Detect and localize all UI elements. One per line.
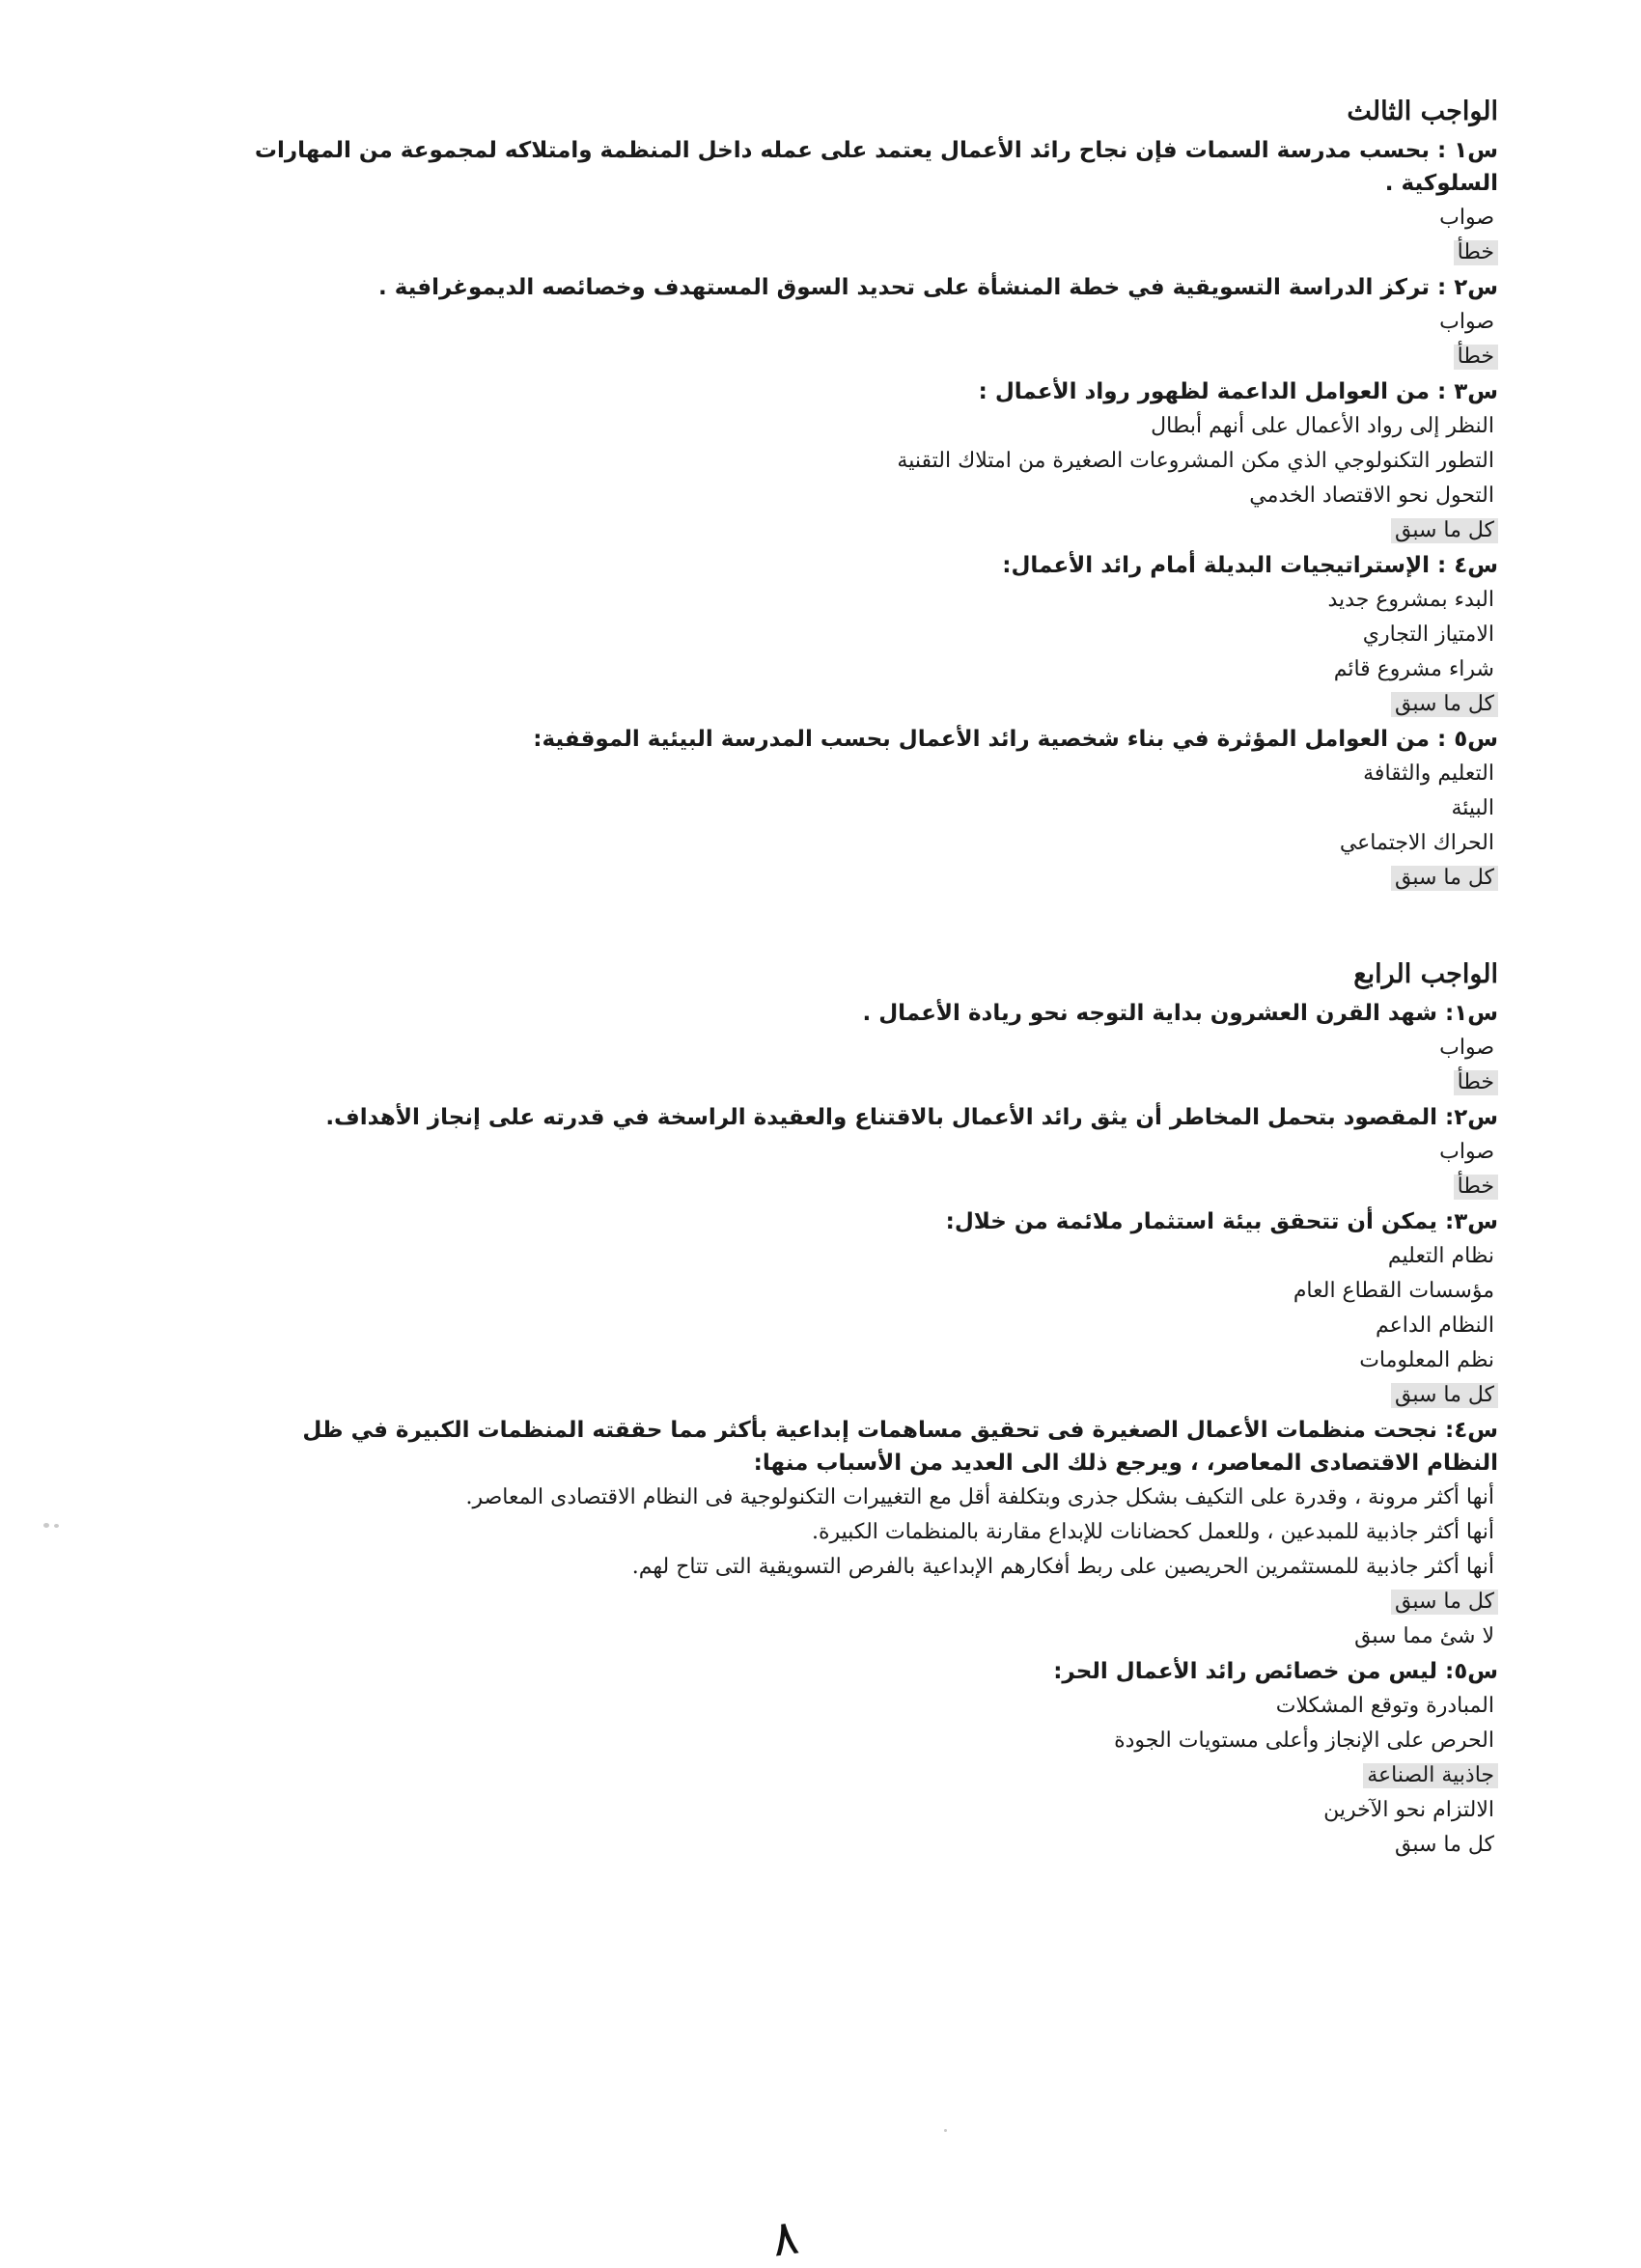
answer-option [224, 1032, 1498, 1065]
answer-option [224, 1829, 1498, 1862]
assignment-section [224, 954, 1498, 1862]
page-number: ٨ [768, 2208, 802, 2268]
answer-option [224, 1516, 1498, 1549]
answer-option [224, 1310, 1498, 1342]
correct-answer-option [224, 1066, 1498, 1099]
answer-option [224, 1136, 1498, 1169]
answer-option [224, 202, 1498, 235]
answer-option [224, 758, 1498, 790]
answer-option [224, 827, 1498, 860]
section-title: الواجب الرابع [1353, 959, 1498, 989]
correct-answer-option [224, 236, 1498, 269]
correct-answer-option [224, 1379, 1498, 1412]
scan-speck [54, 1524, 59, 1528]
answer-option [224, 1481, 1498, 1514]
question-text: س٤: نجحت منظمات الأعمال الصغيرة فى تحقيق مساهمات إبداعية بأكثر مما حققته المنظمات الكبيرة في ظل النظام الاقتصادى المعاصر، ، ويرجع ذلك الى العديد من الأسباب منها: [302, 1418, 1498, 1476]
answer-option-label: أنها أكثر جاذبية للمستثمرين الحريصين على ربط أفكارهم الإبداعية بالفرص التسويقية التى تتاح لهم. [631, 1555, 1494, 1579]
answer-option-label: البيئة [1451, 796, 1494, 820]
question-text: س١ : بحسب مدرسة السمات فإن نجاح رائد الأعمال يعتمد على عمله داخل المنظمة وامتلاكه لمجموعة من المهارات السلوكية . [254, 138, 1498, 196]
answer-option-label: الحراك الاجتماعي [1339, 831, 1494, 855]
section-title: الواجب الثالث [1347, 97, 1498, 126]
answer-option [224, 792, 1498, 825]
answer-option [224, 306, 1498, 339]
answer-option-label: الالتزام نحو الآخرين [1323, 1798, 1494, 1822]
answer-option [224, 1725, 1498, 1757]
answer-option-label: كل ما سبق [1391, 692, 1498, 717]
answer-options [224, 410, 1498, 547]
document-body [224, 92, 1498, 1862]
answer-options [224, 1136, 1498, 1203]
answer-options [224, 306, 1498, 373]
answer-option [224, 410, 1498, 443]
answer-option-label: أنها أكثر مرونة ، وقدرة على التكيف بشكل جذرى وبتكلفة أقل مع التغييرات التكنولوجية فى النظام الاقتصادى المعاصر. [465, 1485, 1494, 1509]
answer-option [224, 1794, 1498, 1827]
question-text: س٤ : الإستراتيجيات البديلة أمام رائد الأعمال: [1002, 553, 1498, 578]
answer-option-label: البدء بمشروع جديد [1327, 588, 1494, 612]
answer-option-label: صواب [1439, 206, 1494, 230]
answer-option-label: التحول نحو الاقتصاد الخدمي [1249, 484, 1494, 508]
answer-option-label: لا شئ مما سبق [1354, 1624, 1494, 1648]
answer-options [224, 584, 1498, 721]
question-text: س١: شهد القرن العشرون بداية التوجه نحو ريادة الأعمال . [862, 1001, 1498, 1026]
answer-option-label: كل ما سبق [1391, 518, 1498, 543]
answer-option-label: أنها أكثر جاذبية للمبدعين ، وللعمل كحضانات للإبداع مقارنة بالمنظمات الكبيرة. [812, 1520, 1494, 1544]
correct-answer-option [224, 514, 1498, 547]
answer-option [224, 1344, 1498, 1377]
correct-answer-option [224, 341, 1498, 373]
answer-option [224, 619, 1498, 651]
answer-option-label: مؤسسات القطاع العام [1293, 1279, 1494, 1303]
question-text: س٢ : تركز الدراسة التسويقية في خطة المنشأة على تحديد السوق المستهدف وخصائصه الديموغرافية . [377, 275, 1498, 300]
answer-option-label: خطأ [1454, 1175, 1498, 1200]
answer-options [224, 1240, 1498, 1412]
answer-option-label: المبادرة وتوقع المشكلات [1275, 1694, 1494, 1718]
question-text: س٣: يمكن أن تتحقق بيئة استثمار ملائمة من خلال: [945, 1209, 1498, 1234]
assignment-section [224, 92, 1498, 895]
answer-option-label: النظر إلى رواد الأعمال على أنهم أبطال [1151, 414, 1494, 438]
answer-option-label: شراء مشروع قائم [1333, 657, 1494, 681]
answer-option [224, 480, 1498, 512]
question-text: س٥ : من العوامل المؤثرة في بناء شخصية رائد الأعمال بحسب المدرسة البيئية الموقفية: [533, 727, 1498, 752]
answer-option [224, 1275, 1498, 1308]
answer-option-label: نظم المعلومات [1359, 1348, 1494, 1372]
answer-option [224, 653, 1498, 686]
answer-options [224, 202, 1498, 269]
answer-option-label: نظام التعليم [1387, 1244, 1494, 1268]
answer-option-label: كل ما سبق [1391, 1590, 1498, 1615]
answer-option-label: كل ما سبق [1391, 866, 1498, 891]
scan-speck [43, 1523, 49, 1528]
answer-option-label: صواب [1439, 310, 1494, 334]
answer-option-label: الحرص على الإنجاز وأعلى مستويات الجودة [1114, 1729, 1494, 1753]
answer-options [224, 1690, 1498, 1862]
answer-option-label: الامتياز التجاري [1362, 622, 1494, 647]
answer-option-label: النظام الداعم [1375, 1314, 1494, 1338]
question-text: س٥: ليس من خصائص رائد الأعمال الحر: [1053, 1659, 1498, 1684]
answer-option [224, 445, 1498, 478]
answer-option-label: خطأ [1454, 240, 1498, 265]
correct-answer-option [224, 688, 1498, 721]
answer-option [224, 1690, 1498, 1723]
correct-answer-option [224, 1171, 1498, 1203]
answer-options [224, 1481, 1498, 1653]
answer-option-label: التطور التكنولوجي الذي مكن المشروعات الصغيرة من امتلاك التقنية [897, 449, 1494, 473]
answer-options [224, 758, 1498, 895]
correct-answer-option [224, 1586, 1498, 1618]
answer-options [224, 1032, 1498, 1099]
correct-answer-option [224, 862, 1498, 895]
answer-option-label: صواب [1439, 1140, 1494, 1164]
question-text: س٣ : من العوامل الداعمة لظهور رواد الأعمال : [978, 379, 1498, 404]
answer-option [224, 1620, 1498, 1653]
answer-option-label: صواب [1439, 1036, 1494, 1060]
answer-option-label: خطأ [1454, 1070, 1498, 1095]
answer-option-label: كل ما سبق [1391, 1383, 1498, 1408]
answer-option-label: التعليم والثقافة [1363, 761, 1494, 786]
answer-option-label: كل ما سبق [1394, 1833, 1494, 1857]
scan-speck [944, 2129, 947, 2132]
question-text: س٢: المقصود بتحمل المخاطر أن يثق رائد الأعمال بالاقتناع والعقيدة الراسخة في قدرته على إنجاز الأهداف. [325, 1105, 1498, 1130]
answer-option [224, 1551, 1498, 1584]
answer-option [224, 1240, 1498, 1273]
answer-option-label: جاذبية الصناعة [1363, 1763, 1498, 1788]
answer-option [224, 584, 1498, 617]
answer-option-label: خطأ [1454, 345, 1498, 370]
correct-answer-option [224, 1759, 1498, 1792]
